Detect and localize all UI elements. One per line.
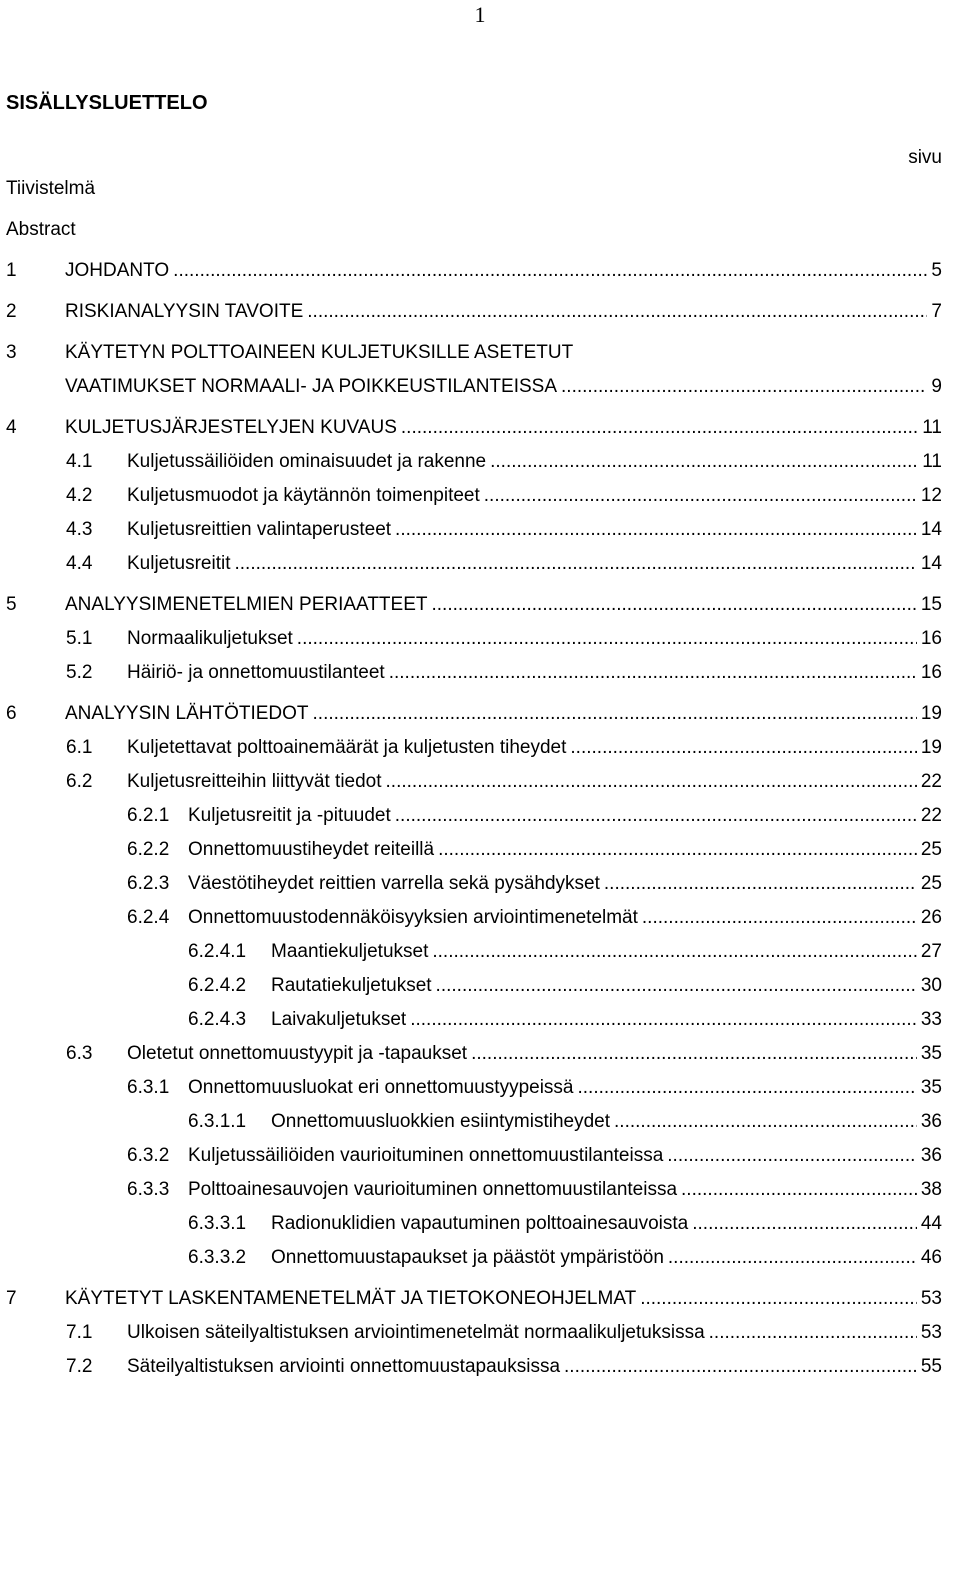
dot-leader: [642, 904, 917, 932]
toc-entry: [188, 1108, 942, 1136]
dot-leader: [386, 768, 917, 796]
toc-entry-page: 7: [931, 301, 942, 322]
toc-entry-number: 6.3.1.1: [188, 1111, 247, 1132]
toc-entry-page: 22: [920, 805, 942, 826]
toc-entry-title: Radionuklidien vapautuminen polttoainesauvoista: [271, 1213, 689, 1234]
toc-entry: [6, 298, 942, 326]
dot-leader: [640, 1285, 917, 1313]
toc-title: SISÄLLYSLUETTELO: [6, 92, 208, 114]
toc-entry-title: Onnettomuustodennäköisyyksien arviointimenetelmät: [188, 907, 638, 928]
toc-entry: [127, 836, 942, 864]
toc-entry-title: Säteilyaltistuksen arviointi onnettomuustapauksissa: [127, 1356, 561, 1377]
toc-entry-number: 7.2: [66, 1356, 93, 1377]
toc-entry: [6, 591, 942, 619]
toc-entry-page: 22: [920, 771, 942, 792]
toc-entry-number: 6.3: [66, 1043, 93, 1064]
dot-leader: [471, 1040, 917, 1068]
toc-entry-number: 6.2.2: [127, 839, 170, 860]
toc-entry-page: 55: [920, 1356, 942, 1377]
toc-entry-page: 53: [920, 1288, 942, 1309]
toc-entry-number: 4.1: [66, 451, 93, 472]
toc-entry-title: Kuljetusreitit: [127, 553, 231, 574]
toc-entry-number: 6.3.3.1: [188, 1213, 247, 1234]
toc-entry-number: 6.2.4: [127, 907, 170, 928]
toc-entry: [66, 625, 942, 653]
toc-entry-title: Rautatiekuljetukset: [271, 975, 432, 996]
toc-entry: [188, 938, 942, 966]
dot-leader: [395, 516, 917, 544]
toc-entry-page: 53: [920, 1322, 942, 1343]
toc-entry: [6, 339, 942, 367]
toc-entry-page: 12: [920, 485, 942, 506]
toc-entry: [66, 448, 942, 476]
toc-entry-title: Kuljetussäiliöiden vaurioituminen onnettomuustilanteissa: [188, 1145, 664, 1166]
toc-entry-number: 1: [6, 260, 17, 281]
toc-entry: [127, 802, 942, 830]
toc-entry: [127, 1176, 942, 1204]
toc-entry-title: Väestötiheydet reittien varrella sekä pysähdykset: [188, 873, 600, 894]
toc-entry: [66, 768, 942, 796]
toc-entry-page: 46: [920, 1247, 942, 1268]
dot-leader: [431, 591, 916, 619]
dot-leader: [395, 802, 917, 830]
toc-entry: [188, 1244, 942, 1272]
toc-entry-title: Abstract: [6, 219, 76, 240]
toc-entry-page: 19: [920, 703, 942, 724]
toc-entry-number: 5.1: [66, 628, 93, 649]
toc-entry-page: 38: [920, 1179, 942, 1200]
toc-entry: [66, 1040, 942, 1068]
toc-entry-page: 30: [920, 975, 942, 996]
toc-entry-number: 4.2: [66, 485, 93, 506]
toc-entry: [66, 1319, 942, 1347]
dot-leader: [235, 550, 917, 578]
toc-entry-page: 14: [920, 519, 942, 540]
toc-entry-title: Onnettomuustiheydet reiteillä: [188, 839, 435, 860]
toc-entry-number: 5: [6, 594, 17, 615]
dot-leader: [692, 1210, 917, 1238]
toc-entry-page: 5: [931, 260, 942, 281]
toc-entry-title: Kuljetusreittien valintaperusteet: [127, 519, 392, 540]
toc-entry: [6, 175, 942, 203]
toc-entry-number: 6.2.3: [127, 873, 170, 894]
toc-entry-page: 9: [931, 376, 942, 397]
toc-entry-title: Kuljetusmuodot ja käytännön toimenpiteet: [127, 485, 480, 506]
toc-entry-number: 6.3.3.2: [188, 1247, 247, 1268]
dot-leader: [667, 1142, 917, 1170]
toc-entry-title: Normaalikuljetukset: [127, 628, 293, 649]
toc-entry-title: Onnettomuustapaukset ja päästöt ympäristöön: [271, 1247, 664, 1268]
dot-leader: [401, 414, 918, 442]
toc-entry-title: Kuljetusreitteihin liittyvät tiedot: [127, 771, 382, 792]
toc-entry-number: 4.3: [66, 519, 93, 540]
toc-entry-number: 6.3.3: [127, 1179, 170, 1200]
toc-entry-number: 6.2.4.2: [188, 975, 247, 996]
dot-leader: [410, 1006, 917, 1034]
toc-entry: [6, 700, 942, 728]
dot-leader: [570, 734, 916, 762]
toc-entry: [6, 216, 942, 244]
dot-leader: [436, 972, 917, 1000]
dot-leader: [668, 1244, 917, 1272]
toc-entry-title: ANALYYSIN LÄHTÖTIEDOT: [65, 703, 309, 724]
toc-entry: [66, 482, 942, 510]
toc-entry: [6, 1285, 942, 1313]
toc-entry: [127, 1074, 942, 1102]
toc-entry-number: 6.2.1: [127, 805, 170, 826]
toc-entry-number: 3: [6, 342, 17, 363]
toc-entry-page: 11: [922, 451, 942, 472]
toc-entry-title: KÄYTETYT LASKENTAMENETELMÄT JA TIETOKONEOHJELMAT: [65, 1288, 637, 1309]
toc-entry-title: JOHDANTO: [65, 260, 170, 281]
toc-entry-title: Oletetut onnettomuustyypit ja -tapaukset: [127, 1043, 468, 1064]
dot-leader: [313, 700, 917, 728]
toc-entry-page: 16: [920, 662, 942, 683]
toc-entry-page: 36: [920, 1111, 942, 1132]
dot-leader: [484, 482, 917, 510]
toc-entry-page: 33: [920, 1009, 942, 1030]
toc-entry-number: 6: [6, 703, 17, 724]
toc-entry-title: Laivakuljetukset: [271, 1009, 407, 1030]
toc-entry-title: Kuljetusreitit ja -pituudet: [188, 805, 391, 826]
toc-entry-page: 25: [920, 873, 942, 894]
toc-entry-title: Häiriö- ja onnettomuustilanteet: [127, 662, 385, 683]
toc-entry: [127, 904, 942, 932]
toc-entry-page: 35: [920, 1077, 942, 1098]
toc-entry-page: 27: [920, 941, 942, 962]
toc-entry-page: 25: [920, 839, 942, 860]
dot-leader: [614, 1108, 917, 1136]
dot-leader: [389, 659, 917, 687]
page-column-header: sivu: [908, 147, 942, 168]
dot-leader: [307, 298, 927, 326]
dot-leader: [578, 1074, 917, 1102]
toc-entry-title: Maantiekuljetukset: [271, 941, 429, 962]
toc-entry: [188, 972, 942, 1000]
toc-entry-number: 6.3.2: [127, 1145, 170, 1166]
dot-leader: [297, 625, 917, 653]
toc-entry-number: 6.3.1: [127, 1077, 170, 1098]
toc-entry-page: 26: [920, 907, 942, 928]
toc-entry-title: KULJETUSJÄRJESTELYJEN KUVAUS: [65, 417, 397, 438]
dot-leader: [564, 1353, 917, 1381]
dot-leader: [173, 257, 927, 285]
toc-entry-number: 7.1: [66, 1322, 93, 1343]
toc-entry: [66, 516, 942, 544]
dot-leader: [709, 1319, 917, 1347]
dot-leader: [561, 373, 927, 401]
toc-entry-number: 2: [6, 301, 17, 322]
toc-entry-number: 4.4: [66, 553, 93, 574]
toc-entry-number: 5.2: [66, 662, 93, 683]
toc-entry-title: Tiivistelmä: [6, 178, 96, 199]
toc-entry: [6, 257, 942, 285]
dot-leader: [681, 1176, 917, 1204]
toc-entry-number: 6.2.4.3: [188, 1009, 247, 1030]
toc-entry: [6, 373, 942, 401]
dot-leader: [438, 836, 917, 864]
toc-entry-number: 6.1: [66, 737, 93, 758]
dot-leader: [490, 448, 918, 476]
toc-entry-title: RISKIANALYYSIN TAVOITE: [65, 301, 304, 322]
toc-entry-page: 19: [920, 737, 942, 758]
toc-entry-number: 6.2.4.1: [188, 941, 247, 962]
toc-entry: [127, 1142, 942, 1170]
toc-entry-page: 35: [920, 1043, 942, 1064]
toc-entry-title: Onnettomuusluokat eri onnettomuustyypeissä: [188, 1077, 574, 1098]
toc-entry-number: 4: [6, 417, 17, 438]
toc-entry-title: Kuljetussäiliöiden ominaisuudet ja rakenne: [127, 451, 487, 472]
dot-leader: [432, 938, 916, 966]
toc-entry: [66, 734, 942, 762]
toc-entry: [127, 870, 942, 898]
toc-entry: [66, 659, 942, 687]
toc-entry-number: 6.2: [66, 771, 93, 792]
toc-entry-page: 14: [920, 553, 942, 574]
toc-entry-page: 11: [922, 417, 942, 438]
toc-entry: [66, 550, 942, 578]
toc-entry-page: 15: [920, 594, 942, 615]
toc-entry: [188, 1006, 942, 1034]
toc-entry: [188, 1210, 942, 1238]
toc-entry: [66, 1353, 942, 1381]
toc-entry-title: Onnettomuusluokkien esiintymistiheydet: [271, 1111, 611, 1132]
toc-entry-title: Kuljetettavat polttoainemäärät ja kuljetusten tiheydet: [127, 737, 567, 758]
toc-entry-page: 16: [920, 628, 942, 649]
toc-entry-page: 36: [920, 1145, 942, 1166]
toc-entry: [6, 414, 942, 442]
page-number: 1: [474, 2, 486, 27]
toc-entry-number: 7: [6, 1288, 17, 1309]
toc-entry-page: 44: [920, 1213, 942, 1234]
toc-entry-title: KÄYTETYN POLTTOAINEEN KULJETUKSILLE ASETETUT: [65, 342, 574, 363]
toc-entry-title: Ulkoisen säteilyaltistuksen arviointimenetelmät normaalikuljetuksissa: [127, 1322, 705, 1343]
dot-leader: [604, 870, 917, 898]
toc-entry-title: VAATIMUKSET NORMAALI- JA POIKKEUSTILANTEISSA: [65, 376, 558, 397]
toc-entry-title: ANALYYSIMENETELMIEN PERIAATTEET: [65, 594, 428, 615]
toc-entry-title: Polttoainesauvojen vaurioituminen onnettomuustilanteissa: [188, 1179, 678, 1200]
